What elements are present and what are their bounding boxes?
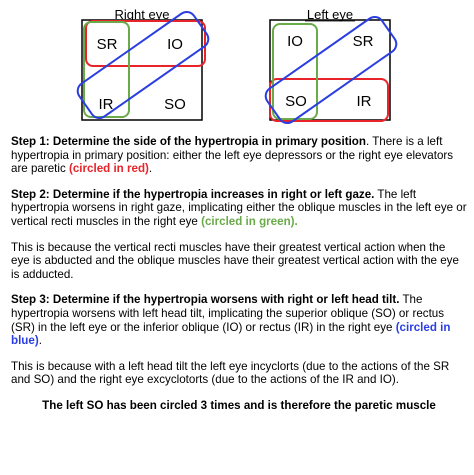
left-eye-blue-circle (262, 13, 400, 126)
conclusion: The left SO has been circled 3 times and is therefore the paretic muscle (42, 398, 436, 412)
step3-paragraph (11, 293, 467, 347)
right-eye-sr-label: SR (96, 36, 118, 53)
step1-paragraph (11, 135, 467, 176)
left-eye-ir-label: IR (356, 93, 372, 110)
left-eye-title: Left eye (306, 7, 354, 22)
right-eye-ir-label: IR (98, 96, 114, 113)
step3-highlight: (circled in blue) (11, 320, 451, 348)
right-eye-io-label: IO (167, 36, 183, 53)
right-eye-so-label: SO (164, 96, 186, 113)
step2-paragraph (11, 188, 467, 229)
left-eye-sr-label: SR (352, 33, 374, 50)
step2-body: The left hypertropia worsens in right gaze, implicating either the oblique muscles in the left eye or vertical recti muscles in the right eye (11, 187, 467, 228)
recti-explanation: This is because the vertical recti muscles have their greatest vertical action when the eye is abducted and the oblique muscles have their greatest vertical action with the eye is adducted. (11, 240, 459, 281)
left-eye-io-label: IO (287, 33, 303, 50)
step2-heading: Step 2: Determine if the hypertropia increases in right or left gaze. (11, 187, 375, 201)
step1-heading: Step 1: Determine the side of the hypertropia in primary position (11, 135, 366, 148)
step3-tail: . (38, 334, 42, 348)
step1-highlight: (circled in red) (69, 162, 149, 176)
right-eye-title: Right eye (114, 7, 170, 22)
explanation-text (11, 135, 467, 425)
step1-body: . There is a left hypertropia in primary position: either the left eye depressors or the right eye elevators are paretic (11, 135, 454, 176)
step1-tail: . (148, 162, 153, 176)
left-eye-so-label: SO (285, 93, 307, 110)
step2-highlight: (circled in green). (201, 214, 298, 228)
tilt-explanation: This is because with a left head tilt the left eye incyclorts (due to the actions of the SR and SO) and the right eye excyclotorts (due to the actions of the IR and IO). (11, 359, 450, 387)
eye-muscle-diagram (0, 0, 474, 135)
step3-heading: Step 3: Determine if the hypertropia worsens with right or left head tilt. (11, 293, 400, 307)
step3-body: The hypertropia worsens with left head tilt, implicating the superior oblique (SO) or rectus (SR) in the left eye or the inferior oblique (IO) or rectus (IR) in the right eye (11, 293, 445, 334)
